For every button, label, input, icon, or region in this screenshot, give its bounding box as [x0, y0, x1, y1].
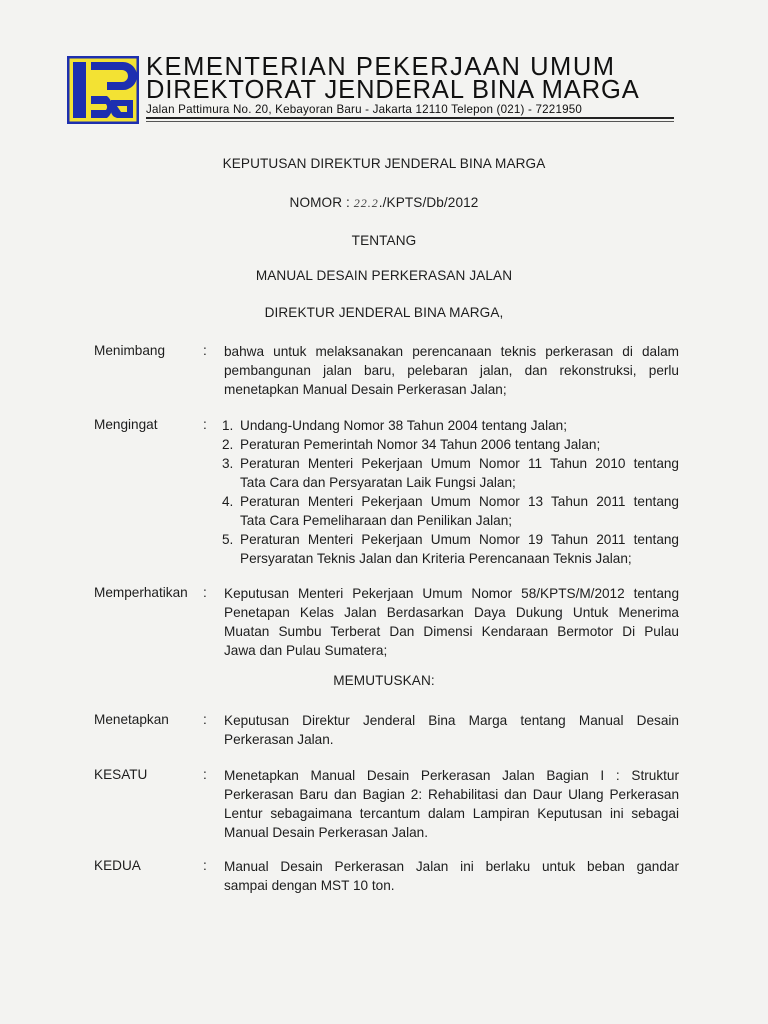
memperhatikan-line: Muatan Sumbu Terberat Dan Dimensi Kendaraan Bermotor Di Pulau — [224, 624, 679, 639]
kedua-text — [224, 857, 679, 895]
menetapkan-label: Menetapkan — [94, 712, 169, 727]
kesatu-line: Perkerasan Baru dan Bagian 2: Rehabilitasi dan Daur Ulang Perkerasan — [224, 787, 679, 802]
list-item — [222, 530, 679, 568]
kesatu-text — [224, 766, 679, 842]
list-line: Peraturan Menteri Pekerjaan Umum Nomor 13 Tahun 2011 tentang — [240, 494, 679, 509]
letterhead-address: Jalan Pattimura No. 20, Kebayoran Baru - Jakarta 12110 Telepon (021) - 7221950 — [146, 103, 583, 116]
memperhatikan-line: Jawa dan Pulau Sumatera; — [224, 643, 388, 658]
letterhead-rule-thin — [146, 121, 674, 122]
kedua-label: KEDUA — [94, 858, 141, 873]
memperhatikan-line: Keputusan Menteri Pekerjaan Umum Nomor 58/KPTS/M/2012 tentang — [224, 586, 679, 601]
kementerian-pu-logo — [67, 56, 139, 124]
kedua-line: Manual Desain Perkerasan Jalan ini berlaku untuk beban gandar — [224, 859, 679, 874]
menimbang-line: menetapkan Manual Desain Perkerasan Jalan; — [224, 382, 507, 397]
ministry-name: KEMENTERIAN PEKERJAAN UMUM — [146, 53, 616, 81]
decree-title: KEPUTUSAN DIREKTUR JENDERAL BINA MARGA — [222, 156, 546, 171]
list-line: Tata Cara dan Persyaratan Laik Fungsi Jalan; — [240, 475, 516, 490]
kesatu-label: KESATU — [94, 767, 148, 782]
list-number: 5. — [222, 532, 234, 547]
list-number: 4. — [222, 494, 234, 509]
memperhatikan-line: Penetapan Kelas Jalan Berdasarkan Daya Dukung Untuk Menerima — [224, 605, 679, 620]
list-line: Peraturan Pemerintah Nomor 34 Tahun 2006 tentang Jalan; — [240, 437, 601, 452]
list-line: Peraturan Menteri Pekerjaan Umum Nomor 11 Tahun 2010 tentang — [240, 456, 679, 471]
mengingat-list — [222, 416, 679, 568]
menimbang-label: Menimbang — [94, 343, 166, 358]
list-item — [222, 416, 679, 435]
list-number: 3. — [222, 456, 234, 471]
list-line: Peraturan Menteri Pekerjaan Umum Nomor 19 Tahun 2011 tentang — [240, 532, 679, 547]
kesatu-line: Manual Desain Perkerasan Jalan. — [224, 825, 429, 840]
memperhatikan-label: Memperhatikan — [94, 585, 188, 600]
list-item — [222, 454, 679, 492]
menetapkan-line: Keputusan Direktur Jenderal Bina Marga tentang Manual Desain — [224, 713, 679, 728]
menimbang-colon: : — [203, 343, 207, 358]
decree-official: DIREKTUR JENDERAL BINA MARGA, — [264, 305, 504, 320]
menimbang-line: pembangunan jalan baru, pelebaran jalan, dan rekonstruksi, perlu — [224, 363, 679, 378]
list-item — [222, 492, 679, 530]
kedua-line: sampai dengan MST 10 ton. — [224, 878, 395, 893]
list-line: Undang-Undang Nomor 38 Tahun 2004 tentang Jalan; — [240, 418, 567, 433]
nomor-handwritten-number: 22.2 — [353, 196, 379, 210]
menetapkan-line: Perkerasan Jalan. — [224, 732, 334, 747]
letterhead-rule-thick — [146, 117, 674, 119]
menimbang-text — [224, 342, 679, 399]
memperhatikan-colon: : — [203, 585, 207, 600]
kesatu-line: Lentur sebagaimana tercantum dalam Lampiran Keputusan ini sebagai — [224, 806, 679, 821]
list-number: 1. — [222, 418, 234, 433]
kedua-colon: : — [203, 858, 207, 873]
nomor-suffix: ./KPTS/Db/2012 — [378, 195, 479, 210]
kesatu-line: Menetapkan Manual Desain Perkerasan Jalan Bagian I : Struktur — [224, 768, 679, 783]
list-item — [222, 435, 679, 454]
nomor-prefix: NOMOR : — [289, 195, 354, 210]
list-line: Tata Cara Pemeliharaan dan Penilikan Jalan; — [240, 513, 513, 528]
menetapkan-text — [224, 711, 679, 749]
decree-subject: MANUAL DESAIN PERKERASAN JALAN — [255, 268, 513, 283]
list-line: Persyaratan Teknis Jalan dan Kriteria Perencanaan Teknis Jalan; — [240, 551, 632, 566]
kesatu-colon: : — [203, 767, 207, 782]
menimbang-line: bahwa untuk melaksanakan perencanaan teknis perkerasan di dalam — [224, 344, 679, 359]
memperhatikan-text — [224, 584, 679, 660]
mengingat-colon: : — [203, 417, 207, 432]
menetapkan-colon: : — [203, 712, 207, 727]
mengingat-label: Mengingat — [94, 417, 158, 432]
decree-number — [0, 195, 768, 211]
memutuskan-heading: MEMUTUSKAN: — [333, 673, 435, 688]
directorate-name: DIREKTORAT JENDERAL BINA MARGA — [146, 76, 640, 104]
list-number: 2. — [222, 437, 234, 452]
tentang-heading: TENTANG — [351, 233, 417, 248]
